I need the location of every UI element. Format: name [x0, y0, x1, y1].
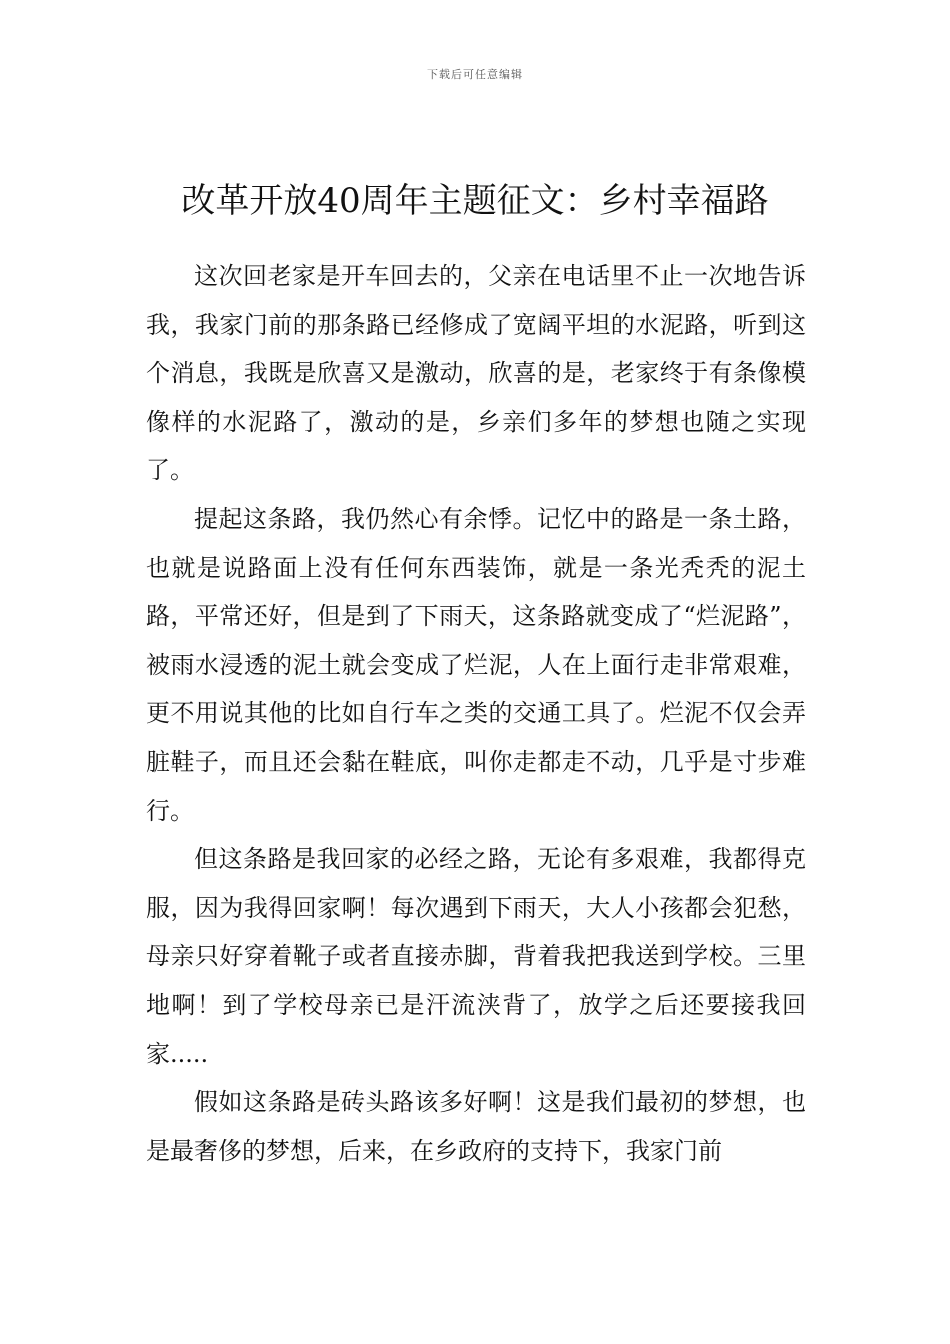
- document-title: 改革开放40周年主题征文：乡村幸福路: [181, 181, 769, 221]
- header-note: 下载后可任意编辑: [427, 68, 523, 81]
- paragraph-4: 假如这条路是砖头路该多好啊！这是我们最初的梦想，也是最奢侈的梦想，后来，在乡政府的支持下，我家门前: [146, 1088, 806, 1165]
- document-body: [146, 252, 806, 1175]
- paragraph-3: 但这条路是我回家的必经之路，无论有多艰难，我都得克服，因为我得回家啊！每次遇到下雨天，大人小孩都会犯愁，母亲只好穿着靴子或者直接赤脚，背着我把我送到学校。三里地啊！到了学校母亲已是汗流浃背了，放学之后还要接我回家.....: [146, 845, 806, 1068]
- paragraph-1: 这次回老家是开车回去的，父亲在电话里不止一次地告诉我，我家门前的那条路已经修成了宽阔平坦的水泥路，听到这个消息，我既是欣喜又是激动，欣喜的是，老家终于有条像模像样的水泥路了，激动的是，乡亲们多年的梦想也随之实现了。: [146, 262, 806, 485]
- paragraph-2: 提起这条路，我仍然心有余悸。记忆中的路是一条土路，也就是说路面上没有任何东西装饰，就是一条光秃秃的泥土路，平常还好，但是到了下雨天，这条路就变成了“烂泥路”，被雨水浸透的泥土就会变成了烂泥，人在上面行走非常艰难，更不用说其他的比如自行车之类的交通工具了。烂泥不仅会弄脏鞋子，而且还会黏在鞋底，叫你走都走不动，几乎是寸步难行。: [146, 504, 806, 825]
